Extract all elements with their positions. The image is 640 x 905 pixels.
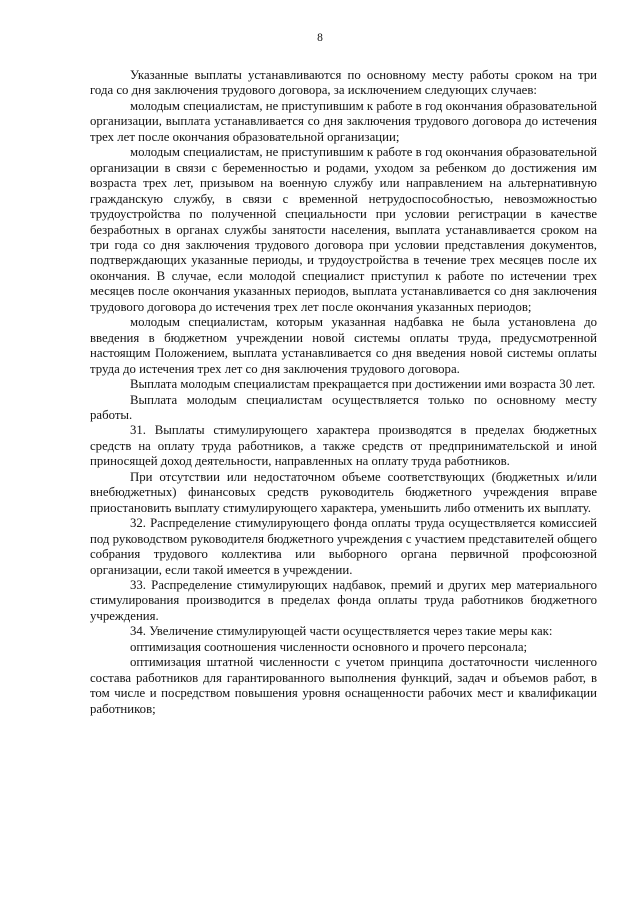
paragraph: 32. Распределение стимулирующего фонда оплаты труда осуществляется комиссией под руководством руководителя бюджетного учреждения с участием представителей общего собрания трудового коллектива или выборного органа первичной профсоюзной организации, если такой имеется в учреждении.: [90, 516, 597, 577]
paragraph: Выплата молодым специалистам прекращается при достижении ими возраста 30 лет.: [130, 377, 596, 392]
paragraph: 33. Распределение стимулирующих надбавок, премий и других мер материального стимулирования производится в пределах фонда оплаты труда работников бюджетного учреждения.: [90, 577, 597, 623]
paragraph: молодым специалистам, не приступившим к работе в год окончания образовательной организации в связи с беременностью и родами, уходом за ребенком до достижения им возраста трех лет, призывом на военную службу или направлением на альтернативную гражданскую службу, в связи с временной нетрудоспособностью, невозможностью трудоустройства по полученной специальности при условии регистрации в качестве безработных в органах службы занятости населения, выплата устанавливается сроком на три года со дня заключения трудового договора при условии представления документов, подтверждающих указанные периоды, и трудоустройства в течение трех месяцев после их окончания. В случае, если молодой специалист приступил к работе по истечении трех месяцев после окончания указанных периодов, выплата устанавливается со дня заключения трудового договора до истечения трех лет после окончания указанных периодов;: [90, 145, 597, 314]
document-body: [90, 68, 597, 717]
paragraph: молодым специалистам, не приступившим к работе в год окончания образовательной организации, выплата устанавливается со дня заключения трудового договора до истечения трех лет после окончания образовательной организации;: [90, 98, 597, 144]
paragraph: 31. Выплаты стимулирующего характера производятся в пределах бюджетных средств на оплату труда работников, а также средств от предпринимательской и иной приносящей доход деятельности, направленных на оплату труда работников.: [90, 423, 597, 469]
paragraph: оптимизация штатной численности с учетом принципа достаточности численного состава работников для гарантированного выполнения функций, задач и объемов работ, в том числе и посредством повышения уровня оснащенности рабочих мест и квалификации работников;: [90, 655, 597, 716]
paragraph: При отсутствии или недостаточном объеме соответствующих (бюджетных и/или внебюджетных) финансовых средств руководитель бюджетного учреждения вправе приостановить выплату стимулирующего характера, уменьшить либо отменить их выплату.: [90, 469, 597, 515]
page-number: 8: [317, 32, 323, 44]
paragraph: молодым специалистам, которым указанная надбавка не была установлена до введения в бюджетном учреждении новой системы оплаты труда, предусмотренной настоящим Положением, выплата устанавливается со дня введения новой системы оплаты труда до истечения трех лет со дня заключения трудового договора.: [90, 315, 597, 376]
paragraph: Выплата молодым специалистам осуществляется только по основному месту работы.: [90, 392, 597, 422]
paragraph: 34. Увеличение стимулирующей части осуществляется через такие меры как:: [130, 624, 553, 639]
paragraph: оптимизация соотношения численности основного и прочего персонала;: [130, 639, 528, 654]
paragraph: Указанные выплаты устанавливаются по основному месту работы сроком на три года со дня заключения трудового договора, за исключением следующих случаев:: [90, 68, 597, 98]
